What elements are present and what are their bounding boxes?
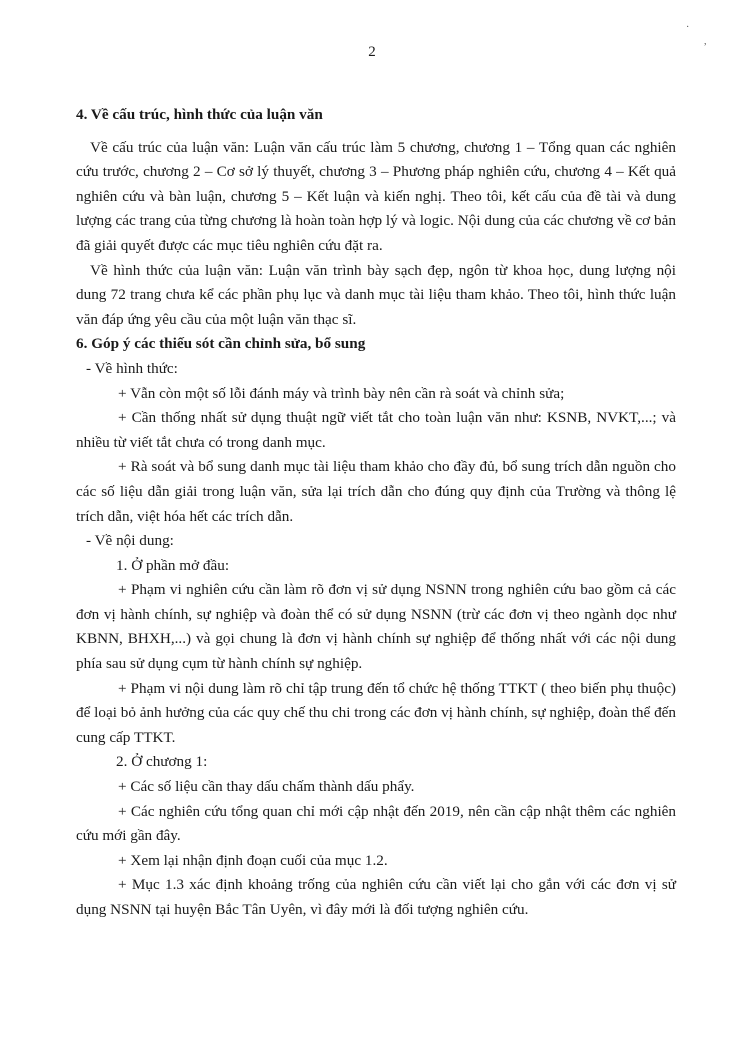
section-6-heading: 6. Góp ý các thiếu sót cần chỉnh sửa, bổ sung — [76, 335, 366, 353]
form-label: - Về hình thức: — [86, 359, 178, 377]
intro-label: 1. Ở phần mở đầu: — [116, 556, 230, 574]
intro-item: + Phạm vi nội dung làm rõ chỉ tập trung đến tổ chức hệ thống TTKT ( theo biến phụ thuộc) để loại bỏ ảnh hưởng của các quy chế thu chi trong các đơn vị hành chính, sự nghiệp, đoàn thể đến cung cấp TTKT. — [76, 679, 676, 746]
section-4-paragraph-structure: Về cấu trúc của luận văn: Luận văn cấu trúc làm 5 chương, chương 1 – Tổng quan các nghiên cứu trước, chương 2 – Cơ sở lý thuyết, chương 3 – Phương pháp nghiên cứu, chương 4 – Kết quả nghiên cứu và bàn luận, chương 5 – Kết luận và kiến nghị. Theo tôi, kết cấu của đề tài và dung lượng các trang của từng chương là hoàn toàn hợp lý và logic. Nội dung của các chương về cơ bản đã giải quyết được các mục tiêu nghiên cứu đặt ra. — [76, 138, 676, 254]
intro-item: + Phạm vi nghiên cứu cần làm rõ đơn vị sử dụng NSNN trong nghiên cứu bao gồm cả các đơn vị hành chính, sự nghiệp và đoàn thể có sử dụng NSNN (trừ các đơn vị theo ngành dọc như KBNN, BHXH,...) và gọi chung là đơn vị hành chính sự nghiệp để thống nhất với các nội dung phía sau sử dụng cụm từ hành chính sự nghiệp. — [76, 581, 676, 673]
form-item: + Rà soát và bổ sung danh mục tài liệu tham khảo cho đầy đủ, bổ sung trích dẫn nguồn cho các số liệu dẫn giải trong luận văn, sửa lại trích dẫn cho đúng quy định của Trường và thông lệ trích dẫn, việt hóa hết các trích dẫn. — [76, 458, 676, 525]
chapter-1-label: 2. Ở chương 1: — [116, 753, 208, 771]
chapter-1-item: + Các số liệu cần thay dấu chấm thành dấu phẩy. — [118, 778, 415, 796]
scan-speck: · — [686, 22, 690, 33]
page-number: 2 — [368, 44, 376, 60]
chapter-1-item: + Các nghiên cứu tổng quan chỉ mới cập nhật đến 2019, nên cần cập nhật thêm các nghiên cứu mới gần đây. — [76, 802, 676, 845]
section-4-heading: 4. Về cấu trúc, hình thức của luận văn — [76, 106, 323, 123]
chapter-1-item: + Xem lại nhận định đoạn cuối của mục 1.2. — [118, 851, 388, 869]
chapter-1-item: + Mục 1.3 xác định khoảng trống của nghiên cứu cần viết lại cho gắn với các đơn vị sử dụng NSNN tại huyện Bắc Tân Uyên, vì đây mới là đối tượng nghiên cứu. — [76, 876, 676, 918]
scan-speck: , — [704, 36, 707, 47]
section-4-paragraph-form: Về hình thức của luận văn: Luận văn trình bày sạch đẹp, ngôn từ khoa học, dung lượng nội dung 72 trang chưa kể các phần phụ lục và danh mục tài liệu tham khảo. Theo tôi, hình thức luận văn đáp ứng yêu cầu của một luận văn thạc sĩ. — [76, 261, 676, 328]
form-item: + Cần thống nhất sử dụng thuật ngữ viết tắt cho toàn luận văn như: KSNB, NVKT,...; và nhiều từ viết tắt chưa có trong danh mục. — [76, 409, 676, 451]
content-label: - Về nội dung: — [86, 532, 174, 550]
form-item: + Vẫn còn một số lỗi đánh máy và trình bày nên cần rà soát và chỉnh sửa; — [118, 384, 565, 402]
document-body — [76, 103, 676, 923]
